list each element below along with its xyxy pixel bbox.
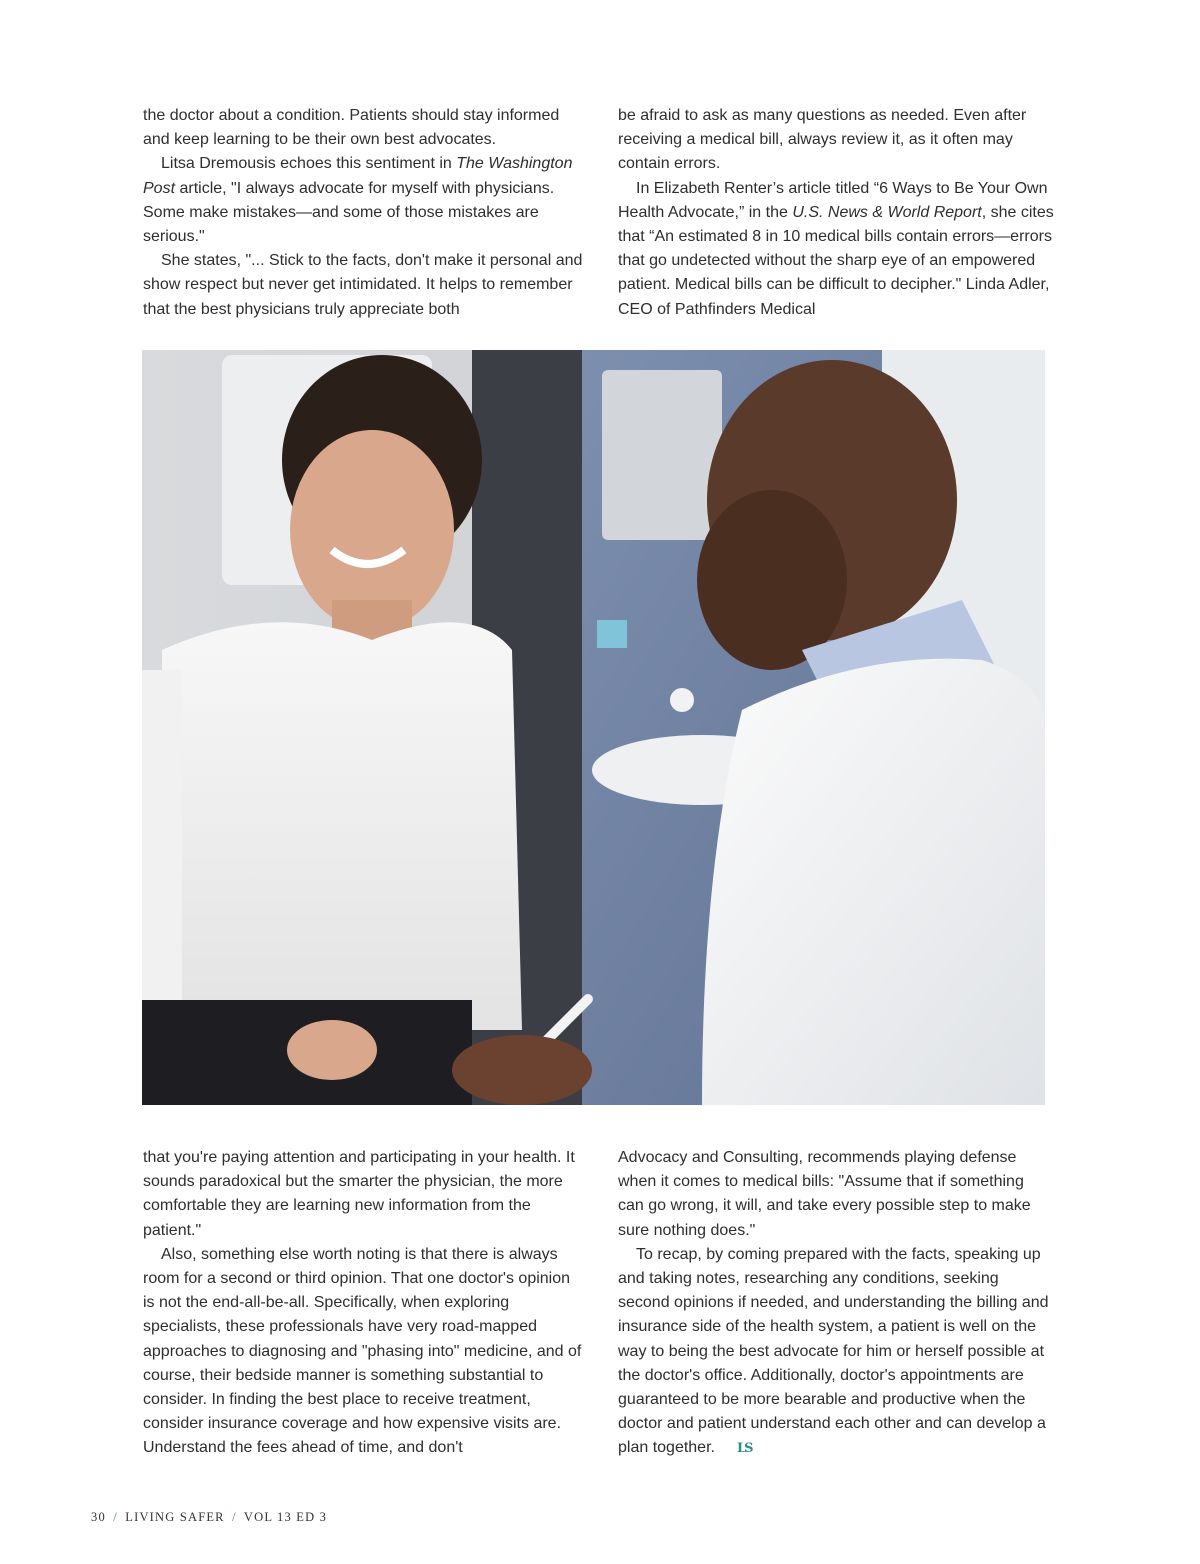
magazine-name: LIVING SAFER <box>125 1510 225 1524</box>
doctor-patient-photo <box>142 350 1045 1105</box>
publication-name: U.S. News & World Report <box>792 203 982 221</box>
paragraph: Advocacy and Consulting, recommends playing defense when it comes to medical bills: "Assume that if something can go wrong, it will, and take every possible step to make sure nothing does." <box>618 1149 1031 1239</box>
paragraph: the doctor about a condition. Patients should stay informed and keep learning to be their own best advocates. <box>143 107 560 149</box>
end-of-article-logo-icon: LS <box>736 1441 752 1457</box>
paragraph: that you're paying attention and participating in your health. It sounds paradoxical but the smarter the physician, the more comfortable they are learning new information from the patient." <box>143 1149 575 1239</box>
article-column-top-left <box>143 104 585 322</box>
paragraph: Litsa Dremousis echoes this sentiment in The Washington Post article, "I always advocate for myself with physicians. Some make mistakes—and some of those mistakes are serious." <box>143 155 573 246</box>
paragraph: She states, "... Stick to the facts, don't make it personal and show respect but never get intimidated. It helps to remember that the best physicians truly appreciate both <box>143 252 583 318</box>
paragraph: To recap, by coming prepared with the facts, speaking up and taking notes, researching any conditions, seeking second opinions if needed, and understanding the billing and insurance side of the health system, a patient is well on the way to being the best advocate for him or herself possible at the doctor's office. Additionally, doctor's appointments are guaranteed to be more bearable and productive when the doctor and patient understand each other and can develop a plan together. LS <box>618 1243 1050 1462</box>
paragraph: Also, something else worth noting is that there is always room for a second or third opinion. That one doctor's opinion is not the end-all-be-all. Specifically, when exploring specialists, these professionals have very road-mapped approaches to diagnosing and "phasing into" medicine, and of course, their bedside manner is something substantial to consider. In finding the best place to receive treatment, consider insurance coverage and how expensive visits are. Understand the fees ahead of time, and don't <box>143 1245 582 1457</box>
page-number: 30 <box>91 1510 106 1524</box>
page-footer <box>91 1510 327 1525</box>
footer-separator: / <box>232 1510 237 1524</box>
article-column-bottom-right <box>618 1146 1050 1462</box>
paragraph: be afraid to ask as many questions as needed. Even after receiving a medical bill, always review it, as it often may contain errors. <box>618 107 1027 173</box>
paragraph: In Elizabeth Renter’s article titled “6 Ways to Be Your Own Health Advocate,” in the U.S. News & World Report, she cites that “An estimated 8 in 10 medical bills contain errors—errors that go undetected without the sharp eye of an empowered patient. Medical bills can be difficult to decipher." Linda Adler, CEO of Pathfinders Medical <box>618 179 1054 318</box>
article-column-bottom-left <box>143 1146 585 1461</box>
issue-label: VOL 13 ED 3 <box>243 1510 328 1524</box>
article-column-top-right <box>618 104 1060 322</box>
footer-separator: / <box>113 1510 118 1524</box>
publication-name: The Washington Post <box>143 155 573 197</box>
